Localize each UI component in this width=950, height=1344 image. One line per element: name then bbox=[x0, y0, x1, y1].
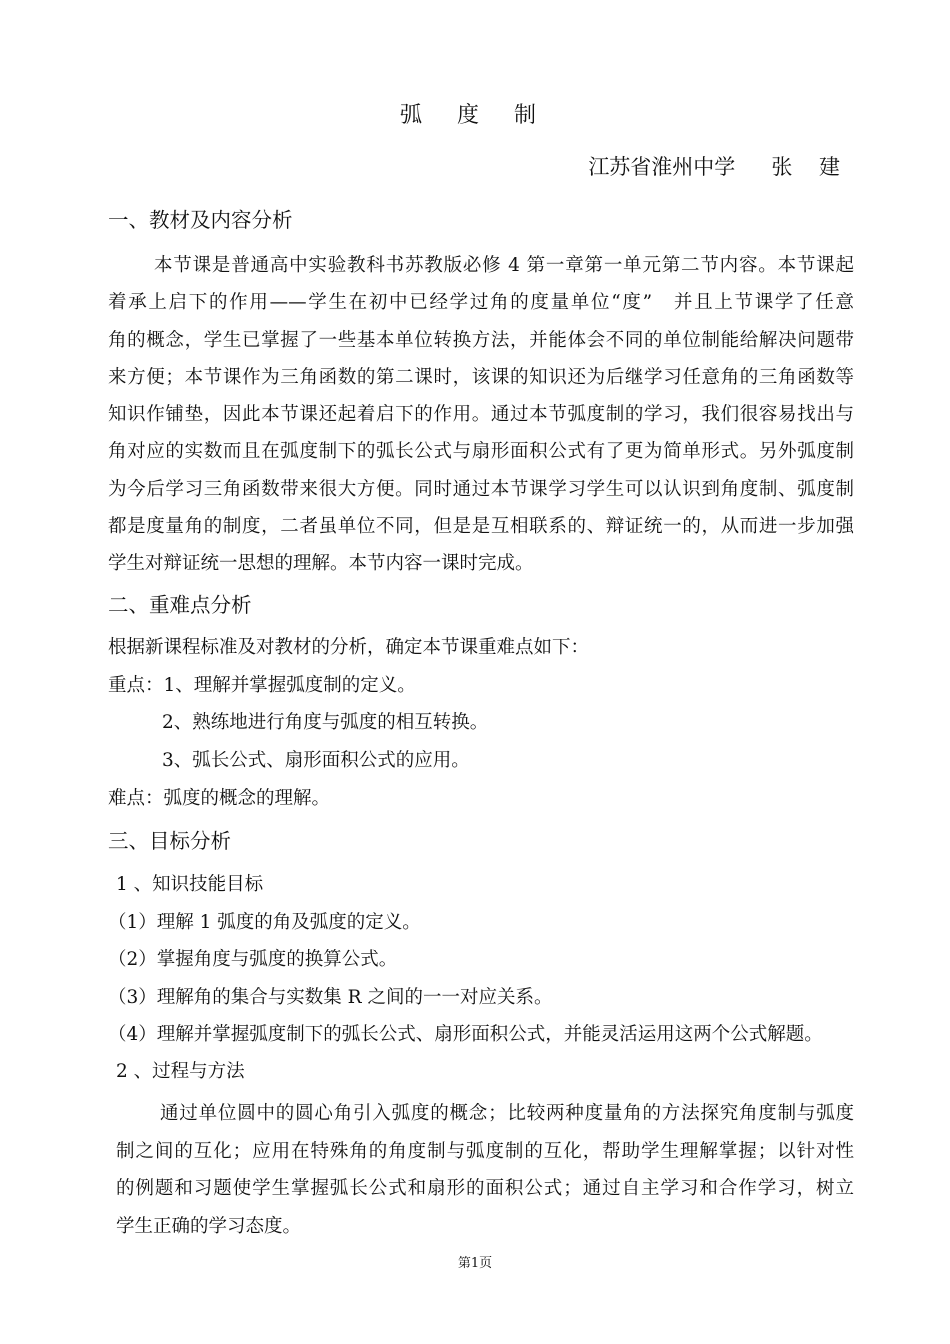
author-name: 张 建 bbox=[771, 155, 850, 179]
section1-heading: 一、教材及内容分析 bbox=[108, 208, 293, 232]
document-title: 弧 度 制 bbox=[400, 103, 550, 128]
author-line bbox=[588, 151, 850, 181]
key-point-1: 重点：1、理解并掌握弧度制的定义。 bbox=[108, 675, 416, 696]
section1-paragraph bbox=[108, 247, 854, 583]
paragraph-line: 都是度量角的制度，二者虽单位不同，但是是互相联系的、辩证统一的，从而进一步加强 bbox=[108, 516, 854, 538]
page-number: 第1页 bbox=[457, 1256, 493, 1271]
section3-heading: 三、目标分析 bbox=[108, 829, 231, 853]
paragraph-line: 本节课是普通高中实验教科书苏教版必修 4 第一章第一单元第二节内容。本节课起 bbox=[154, 255, 854, 276]
objective-process-heading: 2 、过程与方法 bbox=[116, 1061, 245, 1082]
section2-intro: 根据新课程标准及对教材的分析，确定本节课重难点如下： bbox=[108, 637, 590, 658]
difficulty-point: 难点：弧度的概念的理解。 bbox=[108, 788, 331, 809]
key-point-2: 2、熟练地进行角度与弧度的相互转换。 bbox=[162, 712, 489, 733]
paragraph-line: 角的概念，学生已掌握了一些基本单位转换方法，并能体会不同的单位制能给解决问题带 bbox=[108, 329, 854, 351]
paragraph-line: 角对应的实数而且在弧度制下的弧长公式与扇形面积公式有了更为简单形式。另外弧度制 bbox=[108, 441, 854, 463]
paragraph-line: 来方便；本节课作为三角函数的第二课时，该课的知识还为后继学习任意角的三角函数等 bbox=[108, 366, 854, 388]
objective-item-1: （1）理解 1 弧度的角及弧度的定义。 bbox=[108, 912, 421, 933]
paragraph-line: 着承上启下的作用——学生在初中已经学过角的度量单位“度” 并且上节课学了任意 bbox=[108, 292, 854, 314]
objective-item-4: （4）理解并掌握弧度制下的弧长公式、扇形面积公式，并能灵活运用这两个公式解题。 bbox=[108, 1024, 823, 1045]
paragraph-line: 学生正确的学习态度。 bbox=[116, 1216, 302, 1238]
paragraph-line: 知识作铺垫，因此本节课还起着启下的作用。通过本节弧度制的学习，我们很容易找出与 bbox=[108, 404, 854, 426]
paragraph-line: 为今后学习三角函数带来很大方便。同时通过本节课学习学生可以认识到角度制、弧度制 bbox=[108, 478, 854, 500]
paragraph-line: 制之间的互化；应用在特殊角的角度制与弧度制的互化，帮助学生理解掌握；以针对性 bbox=[116, 1140, 854, 1162]
paragraph-line: 通过单位圆中的圆心角引入弧度的概念；比较两种度量角的方法探究角度制与弧度 bbox=[160, 1103, 854, 1124]
objective-knowledge-heading: 1 、知识技能目标 bbox=[116, 874, 264, 895]
paragraph-line: 学生对辩证统一思想的理解。本节内容一课时完成。 bbox=[108, 553, 534, 575]
key-point-3: 3、弧长公式、扇形面积公式的应用。 bbox=[162, 750, 470, 771]
process-paragraph bbox=[116, 1095, 854, 1246]
section2-heading: 二、重难点分析 bbox=[108, 593, 252, 617]
objective-item-3: （3）理解角的集合与实数集 R 之间的一一对应关系。 bbox=[108, 987, 553, 1008]
author-school: 江苏省淮州中学 bbox=[588, 155, 736, 179]
paragraph-line: 的例题和习题使学生掌握弧长公式和扇形的面积公式；通过自主学习和合作学习，树立 bbox=[116, 1178, 854, 1200]
objective-item-2: （2）掌握角度与弧度的换算公式。 bbox=[108, 949, 398, 970]
